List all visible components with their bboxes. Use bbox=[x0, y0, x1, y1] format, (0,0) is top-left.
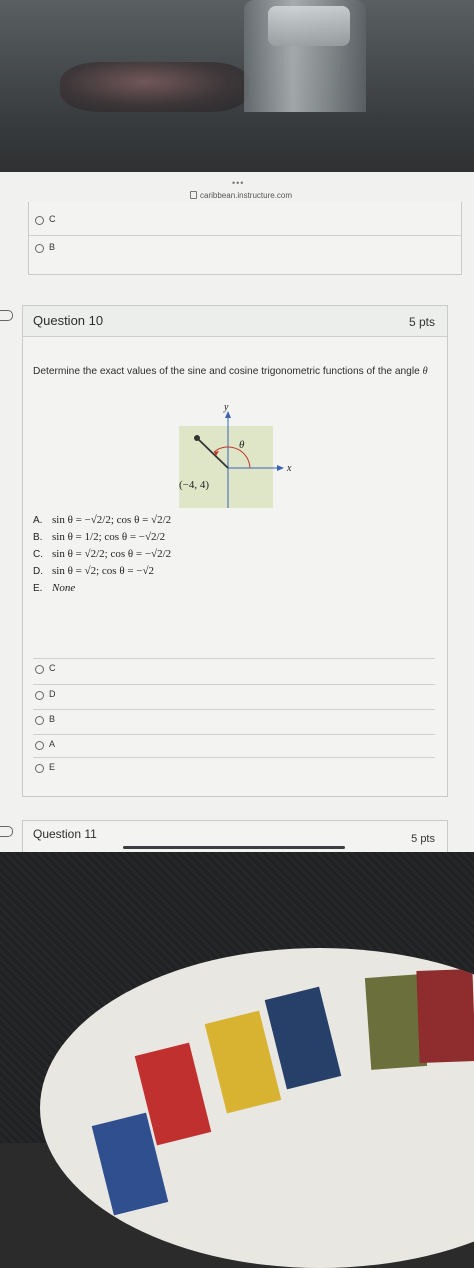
answer-option[interactable]: A bbox=[23, 736, 447, 758]
radio-button[interactable] bbox=[35, 716, 44, 725]
angle-figure bbox=[173, 402, 303, 512]
scroll-indicator bbox=[123, 846, 345, 849]
laptop-screen bbox=[0, 172, 474, 854]
answer-option[interactable]: B bbox=[23, 711, 447, 733]
radio-button[interactable] bbox=[35, 665, 44, 674]
divider bbox=[33, 757, 435, 758]
choices-list bbox=[33, 514, 273, 604]
water-bottle-cap bbox=[268, 6, 350, 46]
radio-button[interactable] bbox=[35, 244, 44, 253]
question-points: 5 pts bbox=[411, 833, 435, 845]
url-text: caribbean.instructure.com bbox=[190, 191, 292, 200]
radio-button[interactable] bbox=[35, 216, 44, 225]
theta-symbol: θ bbox=[422, 366, 428, 377]
angle-label: θ bbox=[239, 439, 245, 451]
color-swatch bbox=[416, 969, 474, 1063]
lock-icon bbox=[190, 191, 197, 199]
answer-option[interactable]: E bbox=[23, 759, 447, 781]
answer-option[interactable]: C bbox=[23, 660, 447, 682]
car-dashboard-part bbox=[60, 62, 250, 112]
question-prompt: Determine the exact values of the sine and cosine trigonometric functions of the angle θ bbox=[33, 366, 428, 377]
previous-question-card bbox=[28, 202, 462, 275]
divider bbox=[33, 709, 435, 710]
point-label: (−4, 4) bbox=[179, 479, 210, 491]
question-title: Question 11 bbox=[33, 827, 97, 841]
question-card bbox=[22, 305, 448, 797]
answer-option[interactable]: C bbox=[29, 212, 461, 234]
choice-e: E. None bbox=[33, 582, 76, 594]
color-swatch bbox=[265, 987, 342, 1090]
x-axis-label: x bbox=[287, 463, 292, 474]
question-flag-marker[interactable] bbox=[0, 826, 13, 837]
answer-option[interactable]: B bbox=[29, 240, 461, 262]
divider bbox=[29, 235, 461, 236]
y-axis-label: y bbox=[224, 402, 229, 413]
divider bbox=[33, 684, 435, 685]
choice-b: B. sin θ = 1/2; cos θ = −√2/2 bbox=[33, 531, 166, 543]
question-header bbox=[23, 306, 447, 337]
question-flag-marker[interactable] bbox=[0, 310, 13, 321]
laptop-bezel bbox=[0, 112, 474, 180]
choice-c: C. sin θ = √2/2; cos θ = −√2/2 bbox=[33, 548, 172, 560]
x-axis-arrow bbox=[277, 465, 284, 471]
browser-menu-dots[interactable]: ••• bbox=[232, 178, 245, 188]
color-swatch bbox=[205, 1011, 282, 1114]
radio-button[interactable] bbox=[35, 691, 44, 700]
question-title: Question 10 bbox=[33, 313, 104, 328]
divider bbox=[33, 734, 435, 735]
radio-button[interactable] bbox=[35, 741, 44, 750]
radio-button[interactable] bbox=[35, 764, 44, 773]
terminal-point bbox=[194, 435, 200, 441]
question-points: 5 pts bbox=[408, 315, 435, 329]
answer-option[interactable]: D bbox=[23, 686, 447, 708]
choice-d: D. sin θ = √2; cos θ = −√2 bbox=[33, 565, 155, 577]
divider bbox=[33, 658, 435, 659]
choice-a: A. sin θ = −√2/2; cos θ = √2/2 bbox=[33, 514, 172, 526]
